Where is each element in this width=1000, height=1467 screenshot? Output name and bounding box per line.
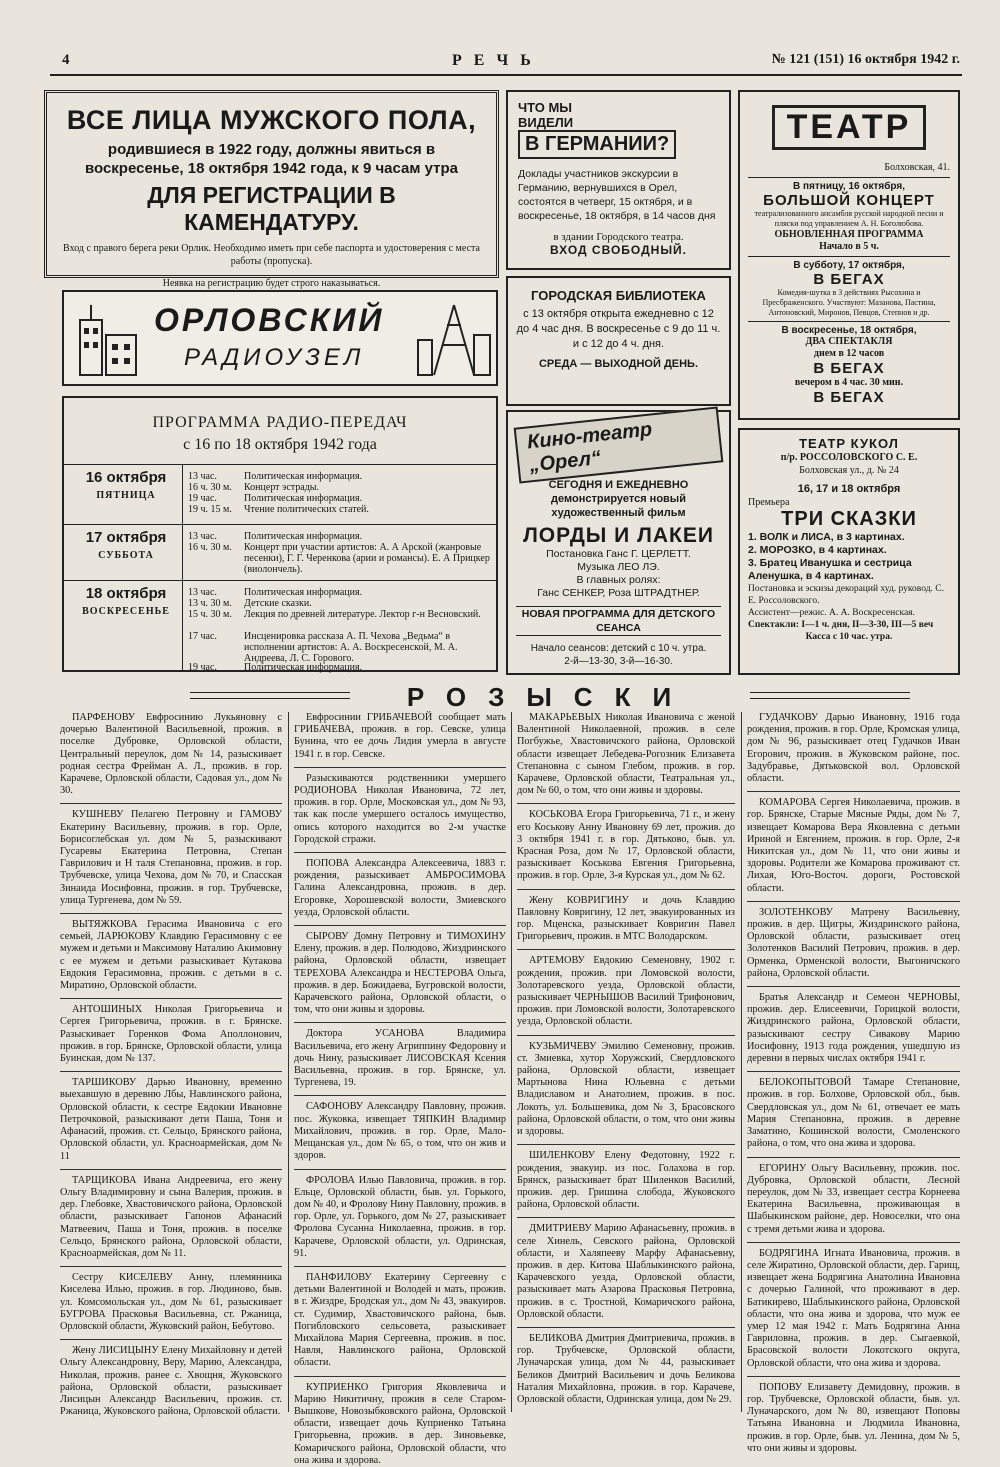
notice-item: АНТОШИНЫХ Николая Григорьевича и Сергея Григорьевича, прожив. в г. Брянске. Разыскивает Горенков Фома Аполлонович, прожив. в гор. Брянске, Орловской области, улица Буинская, дом № 137. [60,998,282,1065]
germany-lecture-ad [506,90,731,270]
radio-banner-subtitle: РАДИОУЗЕЛ [184,344,365,371]
puppet-part-1: 1. ВОЛК и ЛИСА, в 3 картинах. [748,531,905,543]
rozyski-column-1 [60,712,282,1418]
puppet-director: п/р. РОССОЛОВСКОГО С. Е. [780,452,918,463]
header-rule [50,74,962,76]
notice-item: ЕГОРИНУ Ольгу Васильевну, прожив. пос. Дубровка, Орловской области, Лесной переулок, дом № 33, извещает сестра Корнеева Екатерина Васильевна, проживающая в Шабыкинском районе, дер. Новоселки, что она с тремя детьми жива и здорова. [747,1157,960,1236]
cinema-ad [506,410,731,675]
radio-day-sunday: 18 октября ВОСКРЕСЕНЬЕ 13 час. Политическая информация. 13 ч. 30 м. Детские сказки. 15 ч. 30 м. Лекция по древней литературе. Лектор г-н Весновский. 17 час. Инсценировка рассказа А. П. Чехова „Ведьма“ в исполнении артистов: А. А. Воскресенской, М. А. Андреева, Л. С. Горового. 19 час. Политическая информация. [64,580,496,672]
library-title: ГОРОДСКАЯ БИБЛИОТЕКА [531,288,706,303]
ad-free-entry: ВХОД СВОБОДНЫЙ. [549,243,688,257]
military-registration-notice [44,90,499,289]
notice-item: ФРОЛОВА Илью Павловича, прожив. в гор. Ельце, Орловской области, быв. ул. Горького, дом № 40, и Фролову Нину Павловну, прожив. в гор. Орле, ул. Горького, дом № 27, разыскивает Фролова Сусанна Николаевна, прожив. в гор. Карачеве, Орловской области, ул. Одринская, 91. [294,1169,506,1260]
notice-item: КОМАРОВА Сергея Николаевича, прожив. в гор. Брянске, Старые Мясные Ряды, дом № 7, извещает Комарова Вера Яковлевна с детьми Ириной и Евгением, прожив. в гор. Орле, 2-я Никитская ул., дом № 11, что они живы и здоровы. Родители же Комарова проживают ст. Лихая, Юго-Восточ. дороги, Ростовской области. [747,791,960,895]
ad-place: в здании Городского театра. [553,231,684,243]
radio-program [62,396,498,672]
notice-item: ТАРШИКОВУ Дарью Ивановну, временно выехавшую в деревню Лбы, Навлинского района, Орловской области, к сестре Евдокии Ивановне Петрочковой, разыскивают дети Паша, Тоня и Афанасий, прожив. ст. Сельцо, Брянского района, Орловской области, ул. Красноармейская, дом № 11 [60,1071,282,1162]
radio-banner [62,290,498,386]
ad-question: ЧТО МЫ ВИДЕЛИ [518,100,574,130]
film-credits-cast-label: В главных ролях: [576,574,661,586]
radio-program-dates: с 16 по 18 октября 1942 года [183,436,377,453]
notice-item: КУЗЬМИЧЕВУ Эмилию Семеновну, прожив. ст. Змиевка, хутор Хоружский, Свердловского района, Орловской области, извещает Мартынова Нина Юльевна с детьми Владиславом и Анатолием, прожив. в пос. Локоть, ул. Большевика, дом № 3, Брасовского района, Орловской области, о том, что они живы и здоровы. [517,1035,735,1139]
library-hours: с 13 октября открыта ежедневно с 12 до 4 час дня. В воскресенье с 9 до 11 ч. и с 12 до 4 ч. дня. [516,308,721,350]
heading-rule-left [190,692,350,699]
notice-item: ПАРФЕНОВУ Евфросинию Лукьяновну с дочерью Валентиной Васильевной, прожив. в поселке Дубровке, Орловской области, Центральный переулок, дом № 14, разыскивает родная сестра Фрейман А. Л., прожив. в гор. Карачеве, Орловской области, Садовая ул., дом № 30. [60,712,282,797]
rozyski-column-3 [517,712,735,1412]
theatre-ad [738,90,960,420]
session-times: Начало сеансов: детский с 10 ч. утра. [530,643,707,654]
notice-details: родившиеся в 1922 году, должны явиться в воскресенье, 18 октября 1942 года, к 9 часам утра [84,141,459,177]
notice-item: КОСЬКОВА Егора Григорьевича, 71 г., и жену его Коськову Анну Ивановну 69 лет, прожив. до 3 октября 1941 г. в гор. Дятьково, быв. ул. Красная Роза, дом № 17, Орловской области, разыскивает Коськова Евгения Григорьевна, прожив. в гор. Орле, 3-я Курская ул., дом № 62. [517,803,735,882]
notice-item: ТАРЩИКОВА Ивана Андреевича, его жену Ольгу Владимировну и сына Валерия, прожив. в дер. Глебовке, Хвастовичского района, Орловской области, разыскивает Гапонов Афанасий Матвеевич, Паша и Тоня, прожив. в поселке Сельцо, Брянского района, Орловской области, Красноармейская, дом № 11. [60,1169,282,1260]
page-number: 4 [62,52,70,68]
notice-item: КУШНЕВУ Пелагею Петровну и ГАМОВУ Екатерину Васильевну, прожив. в гор. Орле, Борисоглебская ул. дом № 5, разыскивают Гусаревы Екатерина Петровна, Степан Гаврилович и Н таля Степановна, прожив. в гор. Трубчевске, улица Чехова, дом № 70, и Спасская Зинаида Иосифовна, прожив. в гор. Трубчевске, улица Тургенева, дом № 59. [60,803,282,907]
puppet-play-title: ТРИ СКАЗКИ [781,508,917,530]
notice-warning: Неявка на регистрацию будет строго наказываться. [162,278,381,289]
notice-item: Сестру КИСЕЛЕВУ Анну, племянника Киселева Илью, прожив. в гор. Людиново, быв. ул. Комсомольская ул., дом № 61, разыскивает БУГРОВА Прасковья Васильевна, ст. Ржаница, Орловской области, Жуковский район, Бебутово. [60,1266,282,1333]
friday-show: В пятницу, 16 октября, БОЛЬШОЙ КОНЦЕРТ театрализованного ансамбля русской народной песни и пляски под управлением А. Н. Боголюбова. ОБНОВЛЕННАЯ ПРОГРАММА Начало в 5 ч. [748,177,950,253]
notice-item: СЫРОВУ Домну Петровну и ТИМОХИНУ Елену, прожив. в дер. Полюдово, Жиздринского района, Орловской области, извещает ТЕРЕХОВА Александра и НЕСТЕРОВА Ольга, прожив. в дер. Божидаева, Бугровской волости, Карачевского района, Орловской области, о том, что они живы и здоровы. [294,925,506,1016]
notice-item: ПОПОВА Александра Алексеевича, 1883 г. рождения, разыскивает АМБРОСИМОВА Галина Александровна, прожив. в дер. Егоровке, Хорошевской волости, Змиевского уезда, Орловской области. [294,852,506,919]
rozyski-column-4 [747,712,960,1454]
notice-item: БЕЛОКОПЫТОВОЙ Тамаре Степановне, прожив. в гор. Болхове, Орловской обл., быв. Свердловская ул., дом № 61, отвечает ее мать Мария Степановна, прожив. в деревне Заматино, Кошинской волости, Смоленского района, о том, что она жива и здорова. [747,1071,960,1150]
puppet-box-office: Касса с 10 час. утра. [805,632,893,642]
radio-program-title: ПРОГРАММА РАДИО-ПЕРЕДАЧ [152,414,408,431]
session-times-2: 2-й—13-30, 3-й—16-30. [564,656,673,667]
notice-item: КУПРИЕНКО Григория Яковлевича и Марию Никитичну, прожив в селе Старом-Вышкове, Новозыбковского района, Орловской области, извещает дочь Куприенко Татьяна Григорьевна, прожив. в дер. Зиновьевке, Комаричского района, Орловской области, что она жива и здорова. [294,1376,506,1467]
puppet-part-3: 3. Братец Иванушка и сестрица Аленушка, в 4 картинах. [748,557,912,582]
puppet-shows: Спектакли: I—1 ч. дня, II—3-30, III—5 веч [748,620,934,630]
film-credits-director: Постановка Ганс Г. ЦЕРЛЕТТ. [546,548,691,560]
notice-purpose: ДЛЯ РЕГИСТРАЦИИ В КАМЕНДАТУРУ. [147,182,396,235]
library-closed-day: СРЕДА — ВЫХОДНОЙ ДЕНЬ. [538,358,699,370]
radio-tower-icon [414,300,494,380]
issue-number: № 121 (151) 16 октября 1942 г. [771,52,960,67]
notice-item: Братья Александр и Семеон ЧЕРНОВЫ, прожив. дер. Елисеевичи, Горицкой волости, Жиздринского района, Орловской области, разыскивают сестру Сивакову Марию Иосифовну, 1913 года рождения, ушедшую из деревни в первых числах октября 1941 г. [747,986,960,1065]
radio-banner-title: ОРЛОВСКИЙ [154,302,385,338]
puppet-theatre-ad [738,428,960,675]
heading-rule-right [750,692,910,699]
puppet-title: ТЕАТР КУКОЛ [799,436,899,451]
cinema-logo: Кино-театр „Орел“ [516,418,721,472]
saturday-show: В субботу, 17 октября, В БЕГАХ Комедия-шутка в 3 действиях Рысохина и Пресбраженского. Участвуют: Мазанова, Пастина, Антоновский, Миронов, Певцов, Степнов и др. [748,256,950,318]
newspaper-title: РЕЧЬ [452,52,543,69]
notice-item: ВЫТЯЖКОВА Герасима Ивановича с его семьей, ЛАРЮКОВУ Клавдию Герасимовну с ее мужем и детьми и Максимову Наталию Акимовну с ее мужем и детьми разыскивает Кутакова Евдокия Герасимовна, прожив. с детьми в с. Миратино, Орловской области. [60,913,282,992]
film-title: ЛОРДЫ И ЛАКЕИ [523,524,714,547]
sunday-shows: В воскресенье, 18 октября, ДВА СПЕКТАКЛЯ днем в 12 часов В БЕГАХ вечером в 4 час. 30 мин. В БЕГАХ [748,321,950,406]
notice-item: ДМИТРИЕВУ Марию Афанасьевну, прожив. в селе Хинель, Севского района, Орловской области, и Халяпееву Марфу Афанасьевну, прожив. в дер. Китова Шаблыкинского района, Карачевского уезда, Орловской области, разыскивает мать Азарова Прасковья Петровна, прожив. в с. Тростной, Комаричского района, Орловской области. [517,1217,735,1321]
puppet-premiere: Премьера [748,497,790,508]
puppet-assistant: Ассистент—режис. А. А. Воскресенская. [748,608,915,618]
rozyski-title: РОЗЫСКИ [406,682,694,712]
ad-text: Доклады участников экскурсии в Германию, вернувшихся в Орел, состоятся в четверг, 15 октября, и в воскресенье, 18 октября, в 14 часов дня [518,168,716,222]
column-divider [741,712,742,1412]
theatre-logo: ТЕАТР [748,96,950,158]
notice-item: Разыскиваются родственники умершего РОДИОНОВА Николая Ивановича, 72 лет, прожив. в гор. Орле, Московская ул., дом № 93, так как после умершего осталось имущество, опись которого находится во 2-м участке Городской стражи. [294,767,506,846]
notice-headline: ВСЕ ЛИЦА МУЖСКОГО ПОЛА, [66,105,477,135]
notice-item: МАКАРЬЕВЫХ Николая Ивановича с женой Валентиной Николаевной, прожив. в селе Погбужье, Хвастовичского района, Орловской области извещает Лебедева-Рогозник Елизавета Степановна с сыном Глебом, прожив. в гор. Карачеве, Орловской области, Театральная ул., дом № 60, о том, что они живы и здоровы. [517,712,735,797]
ad-highlight: В ГЕРМАНИИ? [518,130,676,159]
childrens-program: НОВАЯ ПРОГРАММА ДЛЯ ДЕТСКОГО СЕАНСА [516,606,721,636]
puppet-design: Постановка и эскизы декораций худ. руковод. С. Е. Россоловского. [748,584,944,606]
notice-item: АРТЕМОВУ Евдокию Семеновну, 1902 г. рождения, прожив. при Ломовской волости, Золотаревского уезда, Орловской области, разыскивает ЧЕРНЫШОВ Василий Трифонович, прожив. при Ломовской волости, Золотаревского уезда, Орловской области. [517,949,735,1028]
notice-item: ПАНФИЛОВУ Екатерину Сергеевну с детьми Валентиной и Володей и мать, прожив. в г. Жиздре, Бродская ул., дом № 43, эвакуиров. ст. Судимир, Хвастовичского района, быв. Погибловского сельсовета, разыскивает Михайлова Мария Сергеевна, прожив. в пос. Навля, Навлинского района, Орловской области. [294,1266,506,1370]
notice-item: ШИЛЕНКОВУ Елену Федотовну, 1922 г. рождения, эвакуир. из пос. Голахова в гор. Брянск, разыскивает брат Шиленков Василий, прожив. дер. Гришина слобода, Жуковского района, Орловской области. [517,1144,735,1211]
puppet-dates: 16, 17 и 18 октября [797,483,901,495]
radio-day-friday: 16 октября ПЯТНИЦА 13 час. Политическая информация. 16 ч. 30 м. Концерт эстрады. 19 час. Политическая информация. 19 ч. 15 м. Чтение политических статей. [64,464,496,524]
film-credits-music: Музыка ЛЕО ЛЭ. [577,561,660,573]
theatre-address: Болховская, 41. [884,162,950,173]
rozyski-column-2 [294,712,506,1466]
radio-day-saturday: 17 октября СУББОТА 13 час. Политическая информация. 16 ч. 30 м. Концерт при участии артистов: А. А Арской (жанровые песенки), Г. Г. Черенкова (арии и романсы). Е. А Прицкер (виолончель). [64,524,496,580]
notice-item: Доктора УСАНОВА Владимира Васильевича, его жену Агриппину Федоровну и дочь Нину, разыскивает ЛИСОВСКАЯ Ксения Васильевна, прожив. в гор. Брянске, ул. Тургенева, 19. [294,1022,506,1089]
puppet-address: Болховская ул., д. № 24 [799,465,899,476]
notice-item: Жену КОВРИГИНУ и дочь Клавдию Павловну Ковригину, 12 лет, эвакуированных из гор. Мценска, разыскивает Ковригин Павел Григорьевич, прожив. в МТС Володарском. [517,889,735,944]
notice-item: Евфросинии ГРИБАЧЕВОЙ сообщает мать ГРИБАЧЕВА, прожив. в гор. Севске, улица Бунина, что ее дочь Лидия умерла в августе 1941 г. в гор. Севске. [294,712,506,760]
cinema-subtitle: СЕГОДНЯ И ЕЖЕДНЕВНО демонстрируется новый художественный фильм [548,479,689,519]
column-divider [288,712,289,1412]
notice-item: ПОПОВУ Елизавету Демидовну, прожив. в гор. Трубчевске, Орловской области, быв. ул. Луначарского, дом № 80, извещают Поповы Татьяна Ивановна и Людмила Ивановна, прожив. в гор. Орле, быв. ул. Ленина, дом № 5, что они живы и здоровы. [747,1376,960,1455]
notice-item: ГУДАЧКОВУ Дарью Ивановну, 1916 года рождения, прожив. в гор. Орле, Кромская улица, дом № 96, разыскивает отец Гудачков Иван Егорович, прожив. в Жуковском районе, пос. Задубравье, Дятьковской вол. Орловской области. [747,712,960,785]
notice-item: БОДРЯГИНА Игната Ивановича, прожив. в селе Жиратино, Орловской области, дер. Гарищ, извещает жена Бодрягина Анатолина Ивановна с дочерью Галиной, что проживают в дер. Батикирево, Шаблыкинского района, Орловской области, что она жива и здорова, что муж ее умер 12 мая 1942 г. Мать Бодрягина Анна Гавриловна, прожив. в дер. Сыгаевкой, Брасовской волости Локотского округа, Орловской области, что она жива и здорова. [747,1242,960,1370]
rozyski-heading [50,682,960,712]
city-buildings-icon [70,300,150,380]
notice-item: САФОНОВУ Александру Павловну, прожив. пос. Жуковка, извещает ТЯПКИН Владимир Михайлович, прожив. в гор. Орле, Мало-Мещанская ул., дом № 65, о том, что он жив и здоров. [294,1095,506,1162]
column-divider [511,712,512,1412]
notice-instructions: Вход с правого берега реки Орлик. Необходимо иметь при себе паспорта и удостоверения с места работы (пропуска). [63,243,480,267]
notice-item: Жену ЛИСИЦЫНУ Елену Михайловну и детей Ольгу Александровну, Веру, Марию, Александра, Николая, прожив. ранее с. Хвощня, Жуковского района, Орловской области, разыскивает Лисицын Александр Васильевич, прожив. ст. Ржаница, Жуковского района, Орловской области. [60,1339,282,1418]
notice-item: БЕЛИКОВА Дмитрия Дмитриевича, прожив. в гор. Трубчевске, Орловской области, Луначарская улица, дом № 44, разыскивает Беликов Дмитрий Васильевич и дочь Беликова Наталия Михайловна, прожив. в гор. Карачеве, Орловской области, Одринская улица, дом № 29. [517,1327,735,1406]
puppet-part-2: 2. МОРОЗКО, в 4 картинах. [748,544,887,556]
notice-item: ЗОЛОТЕНКОВУ Матрену Васильевну, прожив. в дер. Щигры, Жиздринского района, Орловской области, разыскивает отец Золотенков Василий Петрович, прожив. в дер. Орменка, Орменской волости, Выгоничского района, Орловской области. [747,901,960,980]
library-ad [506,276,731,406]
film-credits-cast: Ганс СЕНКЕР, Роза ШТРАДТНЕР. [537,587,700,599]
